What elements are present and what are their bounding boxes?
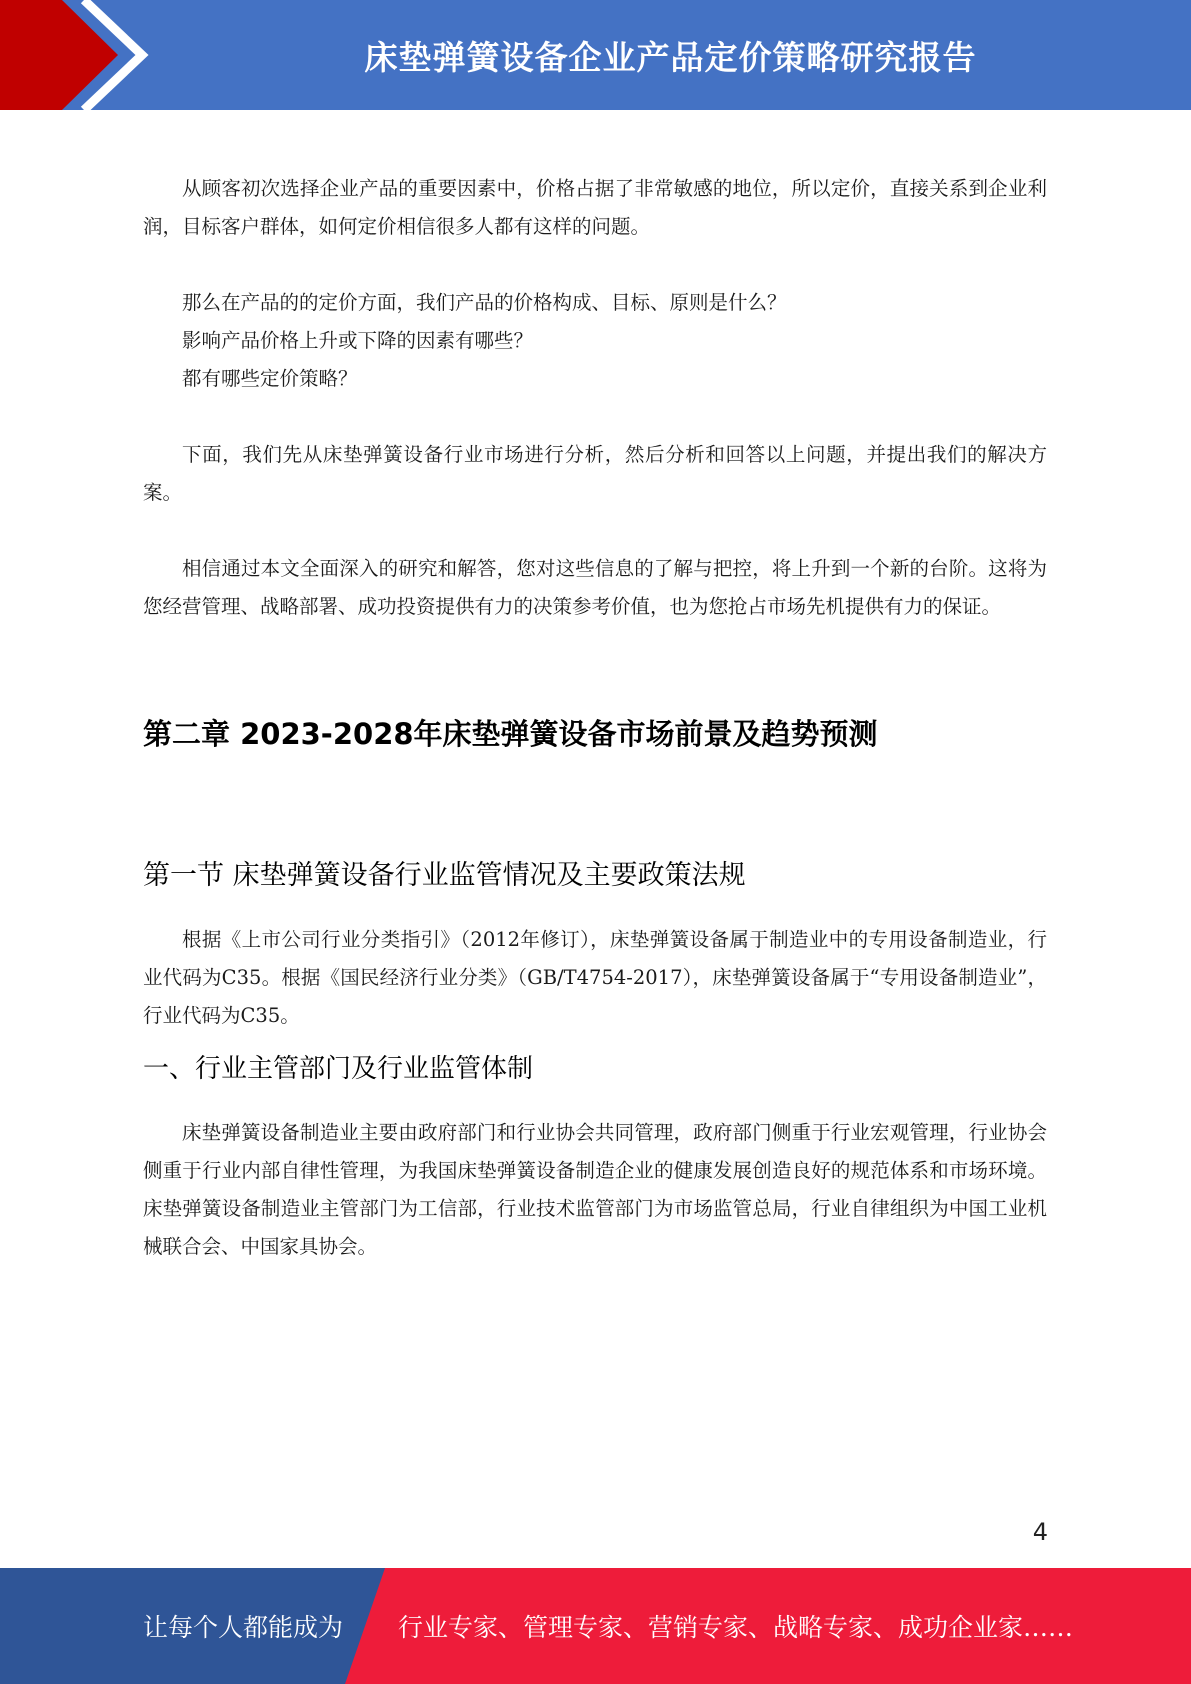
intro-paragraph-3: 相信通过本文全面深入的研究和解答，您对这些信息的了解与把控，将上升到一个新的台阶。这将为您经营管理、战略部署、成功投资提供有力的决策参考价值，也为您抢占市场先机提供有力的保证。 (143, 557, 1047, 618)
page-number: 4 (1032, 1518, 1048, 1546)
footer-slogan-right: 行业专家、管理专家、营销专家、战略专家、成功企业家…… (398, 1613, 1074, 1642)
subsection-paragraph-1: 床垫弹簧设备制造业主要由政府部门和行业协会共同管理，政府部门侧重于行业宏观管理，行业协会侧重于行业内部自律性管理，为我国床垫弹簧设备制造企业的健康发展创造良好的规范体系和市场环境。床垫弹簧设备制造业主管部门为工信部，行业技术监管部门为市场监管总局，行业自律组织为中国工业机械联合会、中国家具协会。 (143, 1121, 1047, 1258)
chapter-heading: 第二章 2023-2028年床垫弹簧设备市场前景及趋势预测 (143, 717, 878, 751)
footer-slogan-left: 让每个人都能成为 (143, 1613, 344, 1642)
section-heading: 第一节 床垫弹簧设备行业监管情况及主要政策法规 (143, 860, 746, 891)
report-title: 床垫弹簧设备企业产品定价策略研究报告 (364, 37, 977, 77)
intro-question-3: 都有哪些定价策略？ (182, 367, 358, 390)
intro-paragraph-1: 从顾客初次选择企业产品的重要因素中，价格占据了非常敏感的地位，所以定价，直接关系到企业利润，目标客户群体，如何定价相信很多人都有这样的问题。 (143, 177, 1047, 238)
subsection-heading: 一、行业主管部门及行业监管体制 (143, 1054, 534, 1084)
intro-paragraph-2: 下面，我们先从床垫弹簧设备行业市场进行分析，然后分析和回答以上问题，并提出我们的解决方案。 (143, 443, 1047, 504)
page-footer (0, 1568, 1191, 1684)
page-content (143, 170, 1047, 1266)
intro-question-1: 那么在产品的的定价方面，我们产品的价格构成、目标、原则是什么？ (182, 291, 787, 314)
section-paragraph-1: 根据《上市公司行业分类指引》（2012年修订），床垫弹簧设备属于制造业中的专用设备制造业，行业代码为C35。根据《国民经济行业分类》（GB/T4754-2017），床垫弹簧设备属于“专用设备制造业”，行业代码为C35。 (143, 928, 1047, 1027)
page-header (0, 0, 1191, 110)
intro-question-2: 影响产品价格上升或下降的因素有哪些？ (182, 329, 534, 352)
